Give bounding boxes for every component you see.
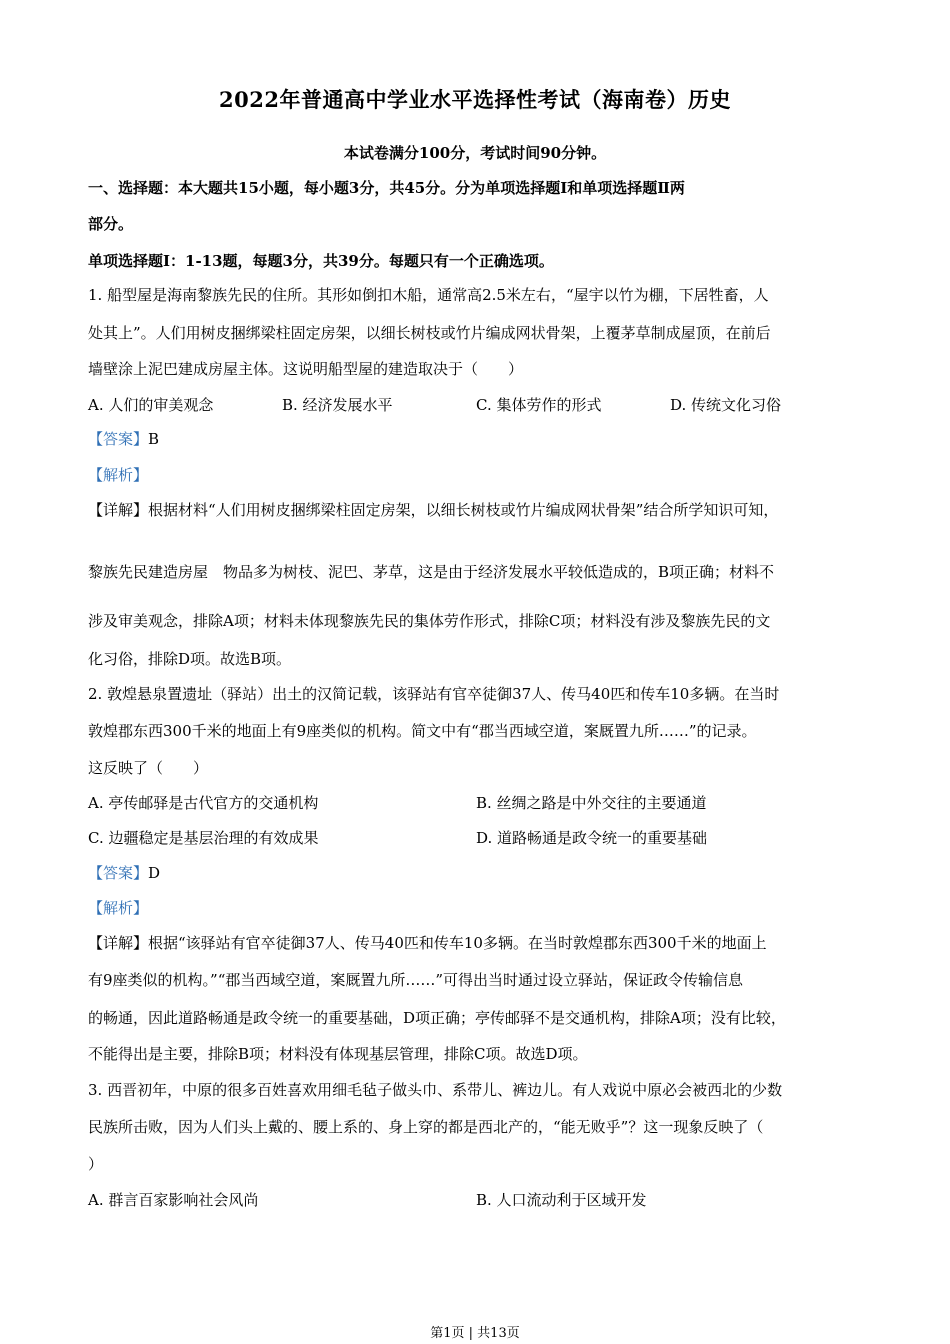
q2-option-b: B. 丝绸之路是中外交往的主要通道 (476, 794, 707, 812)
sub-section-heading: 单项选择题Ⅰ：1-13题，每题3分，共39分。每题只有一个正确选项。 (88, 252, 554, 270)
q2-answer (88, 862, 868, 884)
question-1-text: 1. 船型屋是海南黎族先民的住所。其形如倒扣木船，通常高2.5米左右，“屋宇以竹为棚，下居牲畜，人 (88, 286, 769, 304)
detail-text: 根据材料“人们用树皮捆绑梁柱固定房架，以细长树枝或竹片编成网状骨架”结合所学知识可知， (148, 501, 779, 519)
q1-option-b: B. 经济发展水平 (282, 396, 393, 414)
detail-text: 根据“该驿站有官卒徒御37人、传马40匹和传车10多辆。在当时敦煌郡东西300千米的地面上 (148, 934, 767, 952)
detail-tag: 【详解】 (88, 501, 149, 519)
q1-detail-text: 化习俗，排除D项。故选B项。 (88, 650, 292, 668)
question-1-text: 处其上”。人们用树皮捆绑梁柱固定房架，以细长树枝或竹片编成网状骨架，上覆茅草制成屋顶，在前后 (88, 324, 771, 342)
q1-option-d: D. 传统文化习俗 (670, 396, 782, 414)
q2-detail-text: 有9座类似的机构。”“郡当西域空道，案厩置九所……”可得出当时通过设立驿站，保证政令传输信息 (88, 971, 744, 989)
q3-option-b: B. 人口流动利于区域开发 (476, 1191, 647, 1209)
question-3-text: 3. 西晋初年，中原的很多百姓喜欢用细毛毡子做头巾、系带儿、裤边儿。有人戏说中原必会被西北的少数 (88, 1081, 783, 1099)
question-2-text: 2. 敦煌悬泉置遗址（驿站）出土的汉简记载，该驿站有官卒徒御37人、传马40匹和传车10多辆。在当时 (88, 685, 780, 703)
q1-detail (88, 499, 868, 521)
detail-tag: 【详解】 (88, 934, 149, 952)
q1-analysis-tag: 【解析】 (88, 466, 149, 484)
answer-value: B (148, 430, 160, 448)
q2-option-a: A. 亭传邮驿是古代官方的交通机构 (88, 794, 319, 812)
question-2-text: 敦煌郡东西300千米的地面上有9座类似的机构。简文中有“郡当西域空道，案厩置九所……”的记录。 (88, 722, 757, 740)
q1-option-c: C. 集体劳作的形式 (476, 396, 602, 414)
answer-value: D (148, 864, 161, 882)
question-1-text: 墙壁涂上泥巴建成房屋主体。这说明船型屋的建造取决于（ ） (88, 360, 524, 378)
answer-tag: 【答案】 (88, 864, 149, 882)
q2-detail-text: 不能得出是主要，排除B项；材料没有体现基层管理，排除C项。故选D项。 (88, 1045, 588, 1063)
section-heading-cont: 部分。 (88, 215, 134, 233)
q2-detail-text: 的畅通，因此道路畅通是政令统一的重要基础，D项正确；亭传邮驿不是交通机构，排除A项；没有比较， (88, 1009, 786, 1027)
q2-option-c: C. 边疆稳定是基层治理的有效成果 (88, 829, 319, 847)
q1-option-a: A. 人们的审美观念 (88, 396, 214, 414)
question-3-text: ） (88, 1155, 104, 1173)
q1-answer (88, 428, 868, 450)
exam-info: 本试卷满分100分，考试时间90分钟。 (343, 144, 607, 162)
page-footer: 第1页 | 共13页 (430, 1326, 520, 1341)
answer-tag: 【答案】 (88, 430, 149, 448)
section-heading: 一、选择题：本大题共15小题，每小题3分，共45分。分为单项选择题Ⅰ和单项选择题Ⅱ两 (88, 179, 685, 197)
q2-detail (88, 932, 868, 954)
page-title: 2022年普通高中学业水平选择性考试（海南卷）历史 (219, 87, 731, 112)
q2-analysis-tag: 【解析】 (88, 899, 149, 917)
q1-detail-text: 涉及审美观念，排除A项；材料未体现黎族先民的集体劳作形式，排除C项；材料没有涉及黎族先民的文 (88, 612, 771, 630)
question-2-text: 这反映了（ ） (88, 759, 209, 777)
q2-option-d: D. 道路畅通是政令统一的重要基础 (476, 829, 708, 847)
question-3-text: 民族所击败，因为人们头上戴的、腰上系的、身上穿的都是西北产的，“能无败乎”？这一现象反映了（ (88, 1118, 764, 1136)
q1-detail-text: 黎族先民建造房屋 物品多为树枝、泥巴、茅草，这是由于经济发展水平较低造成的，B项正确；材料不 (88, 563, 775, 581)
q3-option-a: A. 群言百家影响社会风尚 (88, 1191, 259, 1209)
